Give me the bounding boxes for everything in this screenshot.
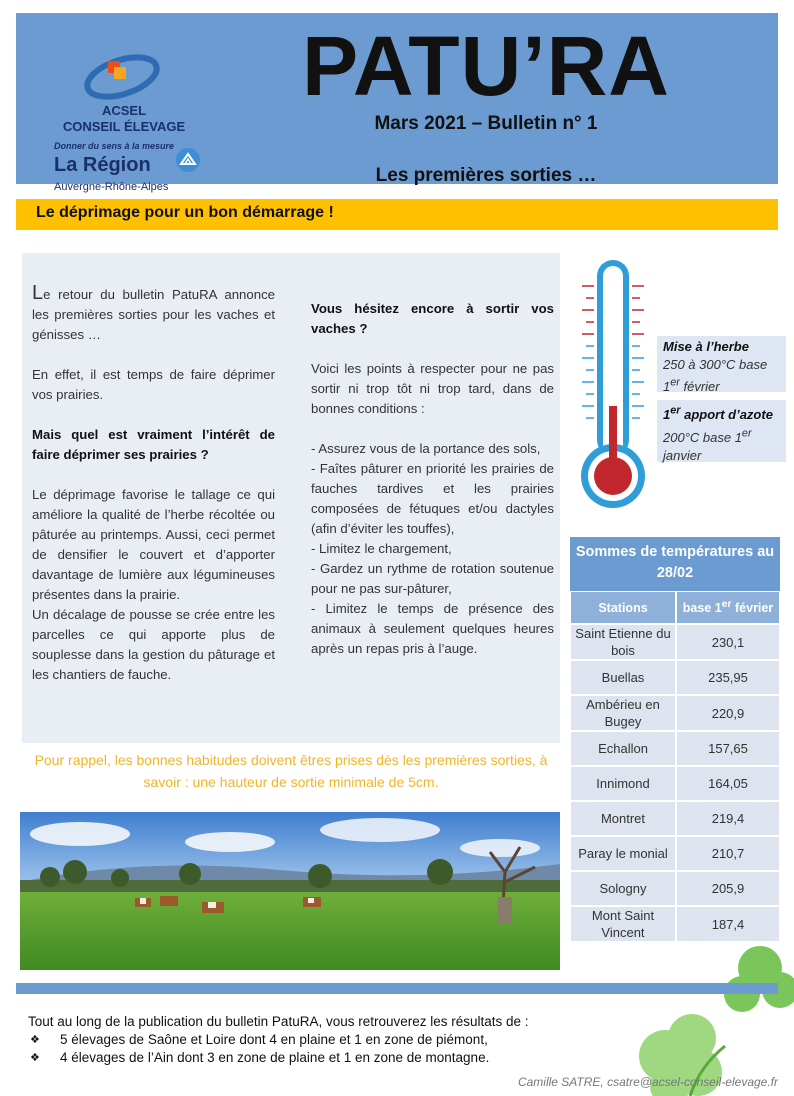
section-banner	[16, 199, 778, 230]
value-cell: 205,9	[676, 871, 780, 906]
reminder-text: Pour rappel, les bonnes habitudes doivent êtres prises dès les premières sorties, à savoir : une hauteur de sortie minimale de 5cm.	[34, 752, 548, 790]
note-nitrogen-title-a: 1	[663, 407, 671, 423]
author-credit: Camille SATRE, csatre@acsel-conseil-elevage.fr	[517, 1075, 778, 1089]
section-heading: Le déprimage pour un bon démarrage !	[36, 204, 334, 221]
clover-icon	[630, 946, 794, 1096]
station-cell: Innimond	[570, 766, 676, 801]
paragraph-benefits: Le déprimage favorise le tallage ce qui améliore la qualité de l’herbe récoltée ou pâturée au printemps. Aussi, ceci permet de densifier le couvert et d’apporter davantage de lumière aux légumineuses présentes dans la prairie.	[32, 487, 275, 602]
value-cell: 164,05	[676, 766, 780, 801]
note-nitrogen-text-b: janvier	[663, 447, 702, 463]
header-banner	[16, 13, 778, 193]
org-tagline: Donner du sens à la mesure	[54, 141, 175, 151]
station-cell: Echallon	[570, 731, 676, 766]
org-name	[54, 103, 194, 135]
station-cell: Sologny	[570, 871, 676, 906]
table-row	[570, 801, 780, 836]
table-row	[570, 695, 780, 731]
paragraph-effect: En effet, il est temps de faire déprimer vos prairies.	[32, 367, 275, 402]
advice-item: - Gardez un rythme de rotation soutenue pour ne pas sur-pâturer,	[311, 561, 554, 596]
footer-item	[28, 1031, 529, 1049]
paragraph-shift: Un décalage de pousse se crée entre les parcelles ce qui apporte plus de souplesse dans la gestion du pâturage et les chantiers de fauche.	[32, 607, 275, 682]
article-column-left	[32, 283, 275, 685]
table-row	[570, 836, 780, 871]
pasture-photo	[20, 812, 560, 970]
advice-item: - Limitez le chargement,	[311, 541, 452, 556]
column-header-base-b: février	[731, 601, 774, 616]
table-row	[570, 906, 780, 942]
org-name-line1: ACSEL	[101, 103, 147, 118]
advice-list	[311, 439, 554, 659]
advice-item: - Faîtes pâturer en priorité les prairies de fauches tardives et les prairies composées de fétuques et/ou dactyles (afin d’éviter les touffes),	[311, 461, 554, 536]
region-logo-icon	[175, 147, 201, 173]
advice-item: - Limitez le temps de présence des animaux à seulement quelques heures après un repas pris à l’auge.	[311, 601, 554, 656]
value-cell: 219,4	[676, 801, 780, 836]
value-cell: 187,4	[676, 906, 780, 942]
station-cell: Buellas	[570, 660, 676, 695]
question-hesitate-text: Vous hésitez encore à sortir vos vaches ?	[311, 301, 554, 336]
footer-intro: Tout au long de la publication du bulletin PatuRA, vous retrouverez les résultats de :	[28, 1014, 529, 1029]
value-cell: 220,9	[676, 695, 780, 731]
thermometer-icon	[576, 256, 650, 516]
paragraph-points: Voici les points à respecter pour ne pas sortir ni trop tôt ni trop tard, dans de bonnes conditions :	[311, 361, 554, 416]
dropcap: L	[32, 282, 44, 304]
article-box	[22, 253, 560, 743]
bulletin-title: PATU’RA	[302, 19, 670, 113]
note-grazing-title: Mise à l’herbe	[663, 339, 749, 354]
question-hesitate	[311, 299, 554, 339]
station-cell: Mont Saint Vincent	[570, 906, 676, 942]
note-nitrogen-title-sup: er	[670, 405, 681, 417]
paragraph-intro	[32, 283, 275, 345]
table-title: Sommes de températures au 28/02	[570, 537, 780, 591]
value-cell: 230,1	[676, 624, 780, 660]
note-nitrogen-text	[663, 427, 752, 463]
bulletin-issue: Mars 2021 – Bulletin n° 1	[374, 113, 598, 134]
value-cell: 210,7	[676, 836, 780, 871]
temperature-table	[570, 591, 780, 942]
region-subtitle: Auvergne-Rhône-Alpes	[54, 181, 169, 193]
acsel-logo-icon	[82, 51, 162, 101]
station-cell: Montret	[570, 801, 676, 836]
bullet-icon: ❖	[30, 1052, 40, 1064]
note-grazing-text-b: février	[679, 379, 720, 395]
column-header-base-a: base 1	[682, 601, 722, 616]
footer-text	[28, 1013, 529, 1067]
question-interest	[32, 425, 275, 465]
note-nitrogen-title-b: apport d’azote	[680, 407, 773, 423]
footer-item-text: 5 élevages de Saône et Loire dont 4 en plaine et 1 en zone de piémont,	[60, 1032, 488, 1047]
table-row	[570, 624, 780, 660]
note-grazing-text	[663, 357, 767, 394]
station-cell: Saint Etienne du bois	[570, 624, 676, 660]
note-nitrogen-title	[663, 407, 773, 422]
table-row	[570, 660, 780, 695]
column-header-base	[676, 591, 780, 624]
bulletin-subtitle: Les premières sorties …	[375, 165, 597, 186]
station-cell: Ambérieu en Bugey	[570, 695, 676, 731]
paragraph-intro-text: e retour du bulletin PatuRA annonce les premières sorties pour les vaches et génisses …	[32, 287, 275, 342]
note-nitrogen	[657, 400, 786, 462]
table-header-row	[570, 591, 780, 624]
bullet-icon: ❖	[30, 1034, 40, 1046]
advice-item: - Assurez vous de la portance des sols,	[311, 441, 541, 456]
station-cell: Paray le monial	[570, 836, 676, 871]
value-cell: 157,65	[676, 731, 780, 766]
note-nitrogen-text-a: 200°C base 1	[663, 429, 742, 445]
logo-block	[42, 41, 202, 196]
value-cell: 235,95	[676, 660, 780, 695]
table-row	[570, 766, 780, 801]
note-nitrogen-sup: er	[741, 427, 752, 440]
table-row	[570, 731, 780, 766]
column-header-stations: Stations	[570, 591, 676, 624]
footer-divider	[16, 983, 778, 994]
note-grazing	[657, 336, 786, 395]
note-grazing-sup: er	[670, 377, 680, 389]
note-grazing-text-a: 250 à 300°C base 1	[663, 357, 768, 395]
table-row	[570, 871, 780, 906]
org-name-line2: CONSEIL ÉLEVAGE	[62, 119, 186, 134]
footer-item-text: 4 élevages de l’Ain dont 3 en zone de plaine et 1 en zone de montagne.	[60, 1050, 490, 1065]
region-name: La Région	[54, 154, 151, 176]
column-header-base-sup: er	[721, 599, 732, 611]
footer-item	[28, 1049, 529, 1067]
question-interest-text: Mais quel est vraiment l’intérêt de faire déprimer ses prairies ?	[32, 427, 275, 462]
temperature-table-block	[570, 537, 780, 942]
article-column-right	[311, 299, 554, 659]
